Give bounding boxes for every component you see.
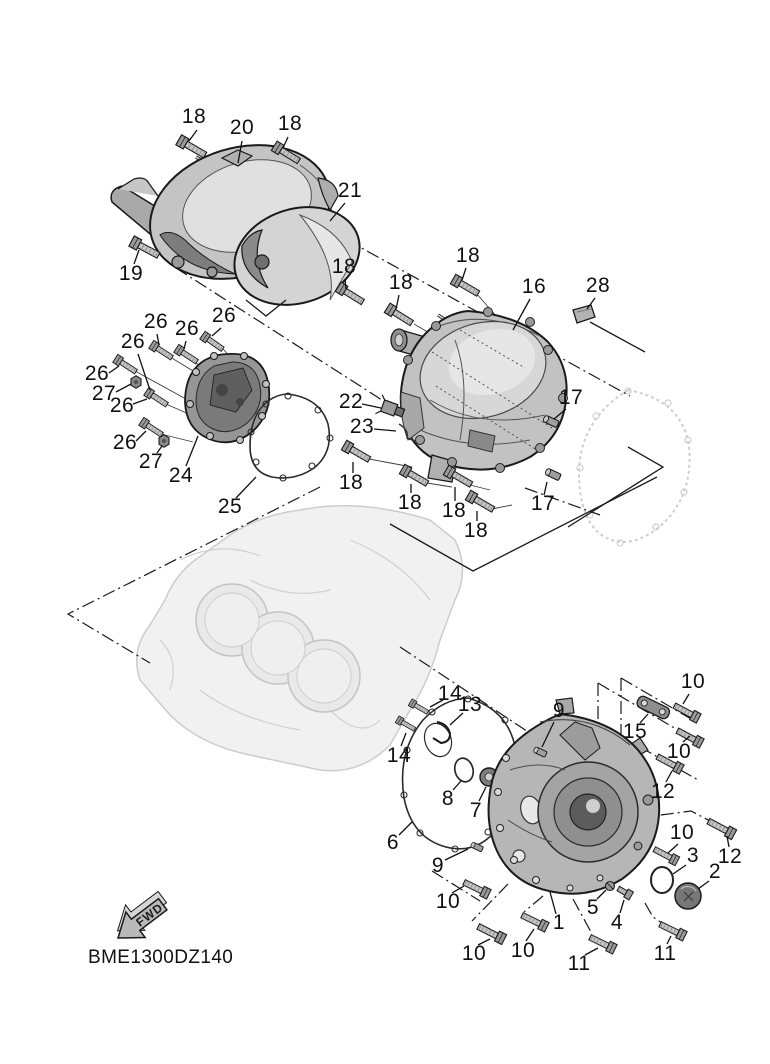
callout-5: 5 [586, 895, 600, 919]
callout-10: 10 [435, 889, 461, 913]
bolt-icon [652, 845, 680, 866]
callout-12: 12 [650, 779, 676, 803]
callout-10: 10 [461, 941, 487, 965]
leader-line [453, 781, 461, 790]
part-oring-8 [452, 756, 476, 784]
callout-18: 18 [277, 111, 303, 135]
fwd-arrow [105, 884, 176, 950]
leader-line [184, 341, 186, 349]
leader-line [673, 865, 686, 874]
part-cover-16 [391, 307, 568, 482]
part-oring-3 [651, 867, 673, 893]
callout-26: 26 [84, 361, 110, 385]
callout-10: 10 [510, 938, 536, 962]
bolt-icon [174, 344, 200, 365]
callout-27: 27 [138, 449, 164, 473]
callout-26: 26 [143, 309, 169, 333]
bolt-icon [176, 135, 208, 160]
callout-18: 18 [397, 490, 423, 514]
leader-line [212, 328, 221, 336]
bolt-icon [520, 911, 549, 932]
leader-line [396, 295, 399, 309]
callout-28: 28 [585, 273, 611, 297]
callout-19: 19 [118, 261, 144, 285]
callout-14: 14 [437, 681, 463, 705]
callout-3: 3 [686, 843, 700, 867]
callout-14: 14 [386, 743, 412, 767]
leader-line [445, 849, 468, 860]
callout-6: 6 [386, 830, 400, 854]
callout-22: 22 [338, 389, 364, 413]
bolt-icon [706, 816, 737, 839]
bolt-icon [113, 354, 139, 375]
callout-26: 26 [211, 303, 237, 327]
leader-line [698, 881, 709, 889]
leader-line [133, 399, 147, 404]
callout-9: 9 [552, 698, 566, 722]
callout-18: 18 [463, 518, 489, 542]
nut-icon [131, 376, 141, 388]
callout-1: 1 [552, 910, 566, 934]
bolt-icon [384, 303, 414, 328]
phantom-line [645, 903, 662, 923]
bolt-icon [399, 464, 430, 488]
part-cover-24 [185, 353, 270, 444]
callout-25: 25 [217, 494, 243, 518]
callout-15: 15 [622, 719, 648, 743]
bolt-icon [341, 440, 372, 464]
leader-line [189, 130, 197, 141]
part-cap-2 [675, 883, 701, 909]
part-screw-5 [606, 882, 615, 891]
leader-line [109, 366, 119, 373]
leader-line [462, 268, 466, 280]
callout-4: 4 [610, 910, 624, 934]
callout-2: 2 [708, 859, 722, 883]
bolt-icon [672, 701, 701, 723]
dowel-pin-icon [544, 468, 561, 481]
callout-10: 10 [669, 820, 695, 844]
part-bolt-4 [616, 885, 633, 900]
diagram-code: BME1300DZ140 [88, 947, 234, 968]
callout-18: 18 [181, 104, 207, 128]
bolt-icon [658, 920, 687, 941]
callout-9: 9 [431, 853, 445, 877]
callout-20: 20 [229, 115, 255, 139]
phantom-line [524, 896, 543, 912]
leader-line [374, 429, 396, 431]
callout-7: 7 [469, 798, 483, 822]
callout-26: 26 [112, 430, 138, 454]
leader-line [683, 694, 689, 704]
callout-26: 26 [109, 393, 135, 417]
callout-18: 18 [441, 498, 467, 522]
bolt-icon [200, 331, 226, 353]
callout-18: 18 [455, 243, 481, 267]
callout-12: 12 [717, 844, 743, 868]
callout-13: 13 [457, 692, 483, 716]
leader-line [668, 844, 678, 853]
callout-21: 21 [337, 178, 363, 202]
leader-line [399, 822, 412, 835]
callout-11: 11 [567, 951, 591, 975]
bolt-icon [408, 699, 429, 716]
gasket-outline-faint [577, 388, 691, 546]
bolt-icon [139, 417, 165, 438]
axis-line [470, 485, 490, 490]
callout-17: 17 [558, 385, 584, 409]
callout-26: 26 [120, 329, 146, 353]
solid-line [590, 322, 645, 352]
callout-10: 10 [680, 669, 706, 693]
callout-18: 18 [388, 270, 414, 294]
callout-17: 17 [530, 491, 556, 515]
callout-10: 10 [666, 739, 692, 763]
bolt-icon [149, 340, 175, 361]
callout-23: 23 [349, 414, 375, 438]
part-damper-28 [573, 305, 595, 323]
axis-line [135, 371, 186, 399]
part-bracket-15 [635, 695, 671, 721]
callout-24: 24 [168, 463, 194, 487]
bolt-icon [144, 387, 170, 408]
callout-27: 27 [91, 381, 117, 405]
callout-8: 8 [441, 786, 455, 810]
bolt-icon [335, 282, 365, 307]
fwd-arrow-label: FWD [133, 900, 166, 930]
leader-line [283, 137, 288, 148]
callout-18: 18 [338, 470, 364, 494]
bolt-icon [462, 878, 491, 899]
callout-26: 26 [174, 316, 200, 340]
bolt-icon [465, 490, 496, 514]
leader-line [136, 431, 146, 441]
bolt-icon [450, 274, 481, 298]
callout-16: 16 [521, 274, 547, 298]
leader-line [116, 384, 131, 392]
leader-line [362, 404, 381, 408]
callout-18: 18 [331, 254, 357, 278]
callout-11: 11 [653, 941, 677, 965]
nut-icon [159, 435, 169, 447]
axis-line [427, 483, 452, 487]
